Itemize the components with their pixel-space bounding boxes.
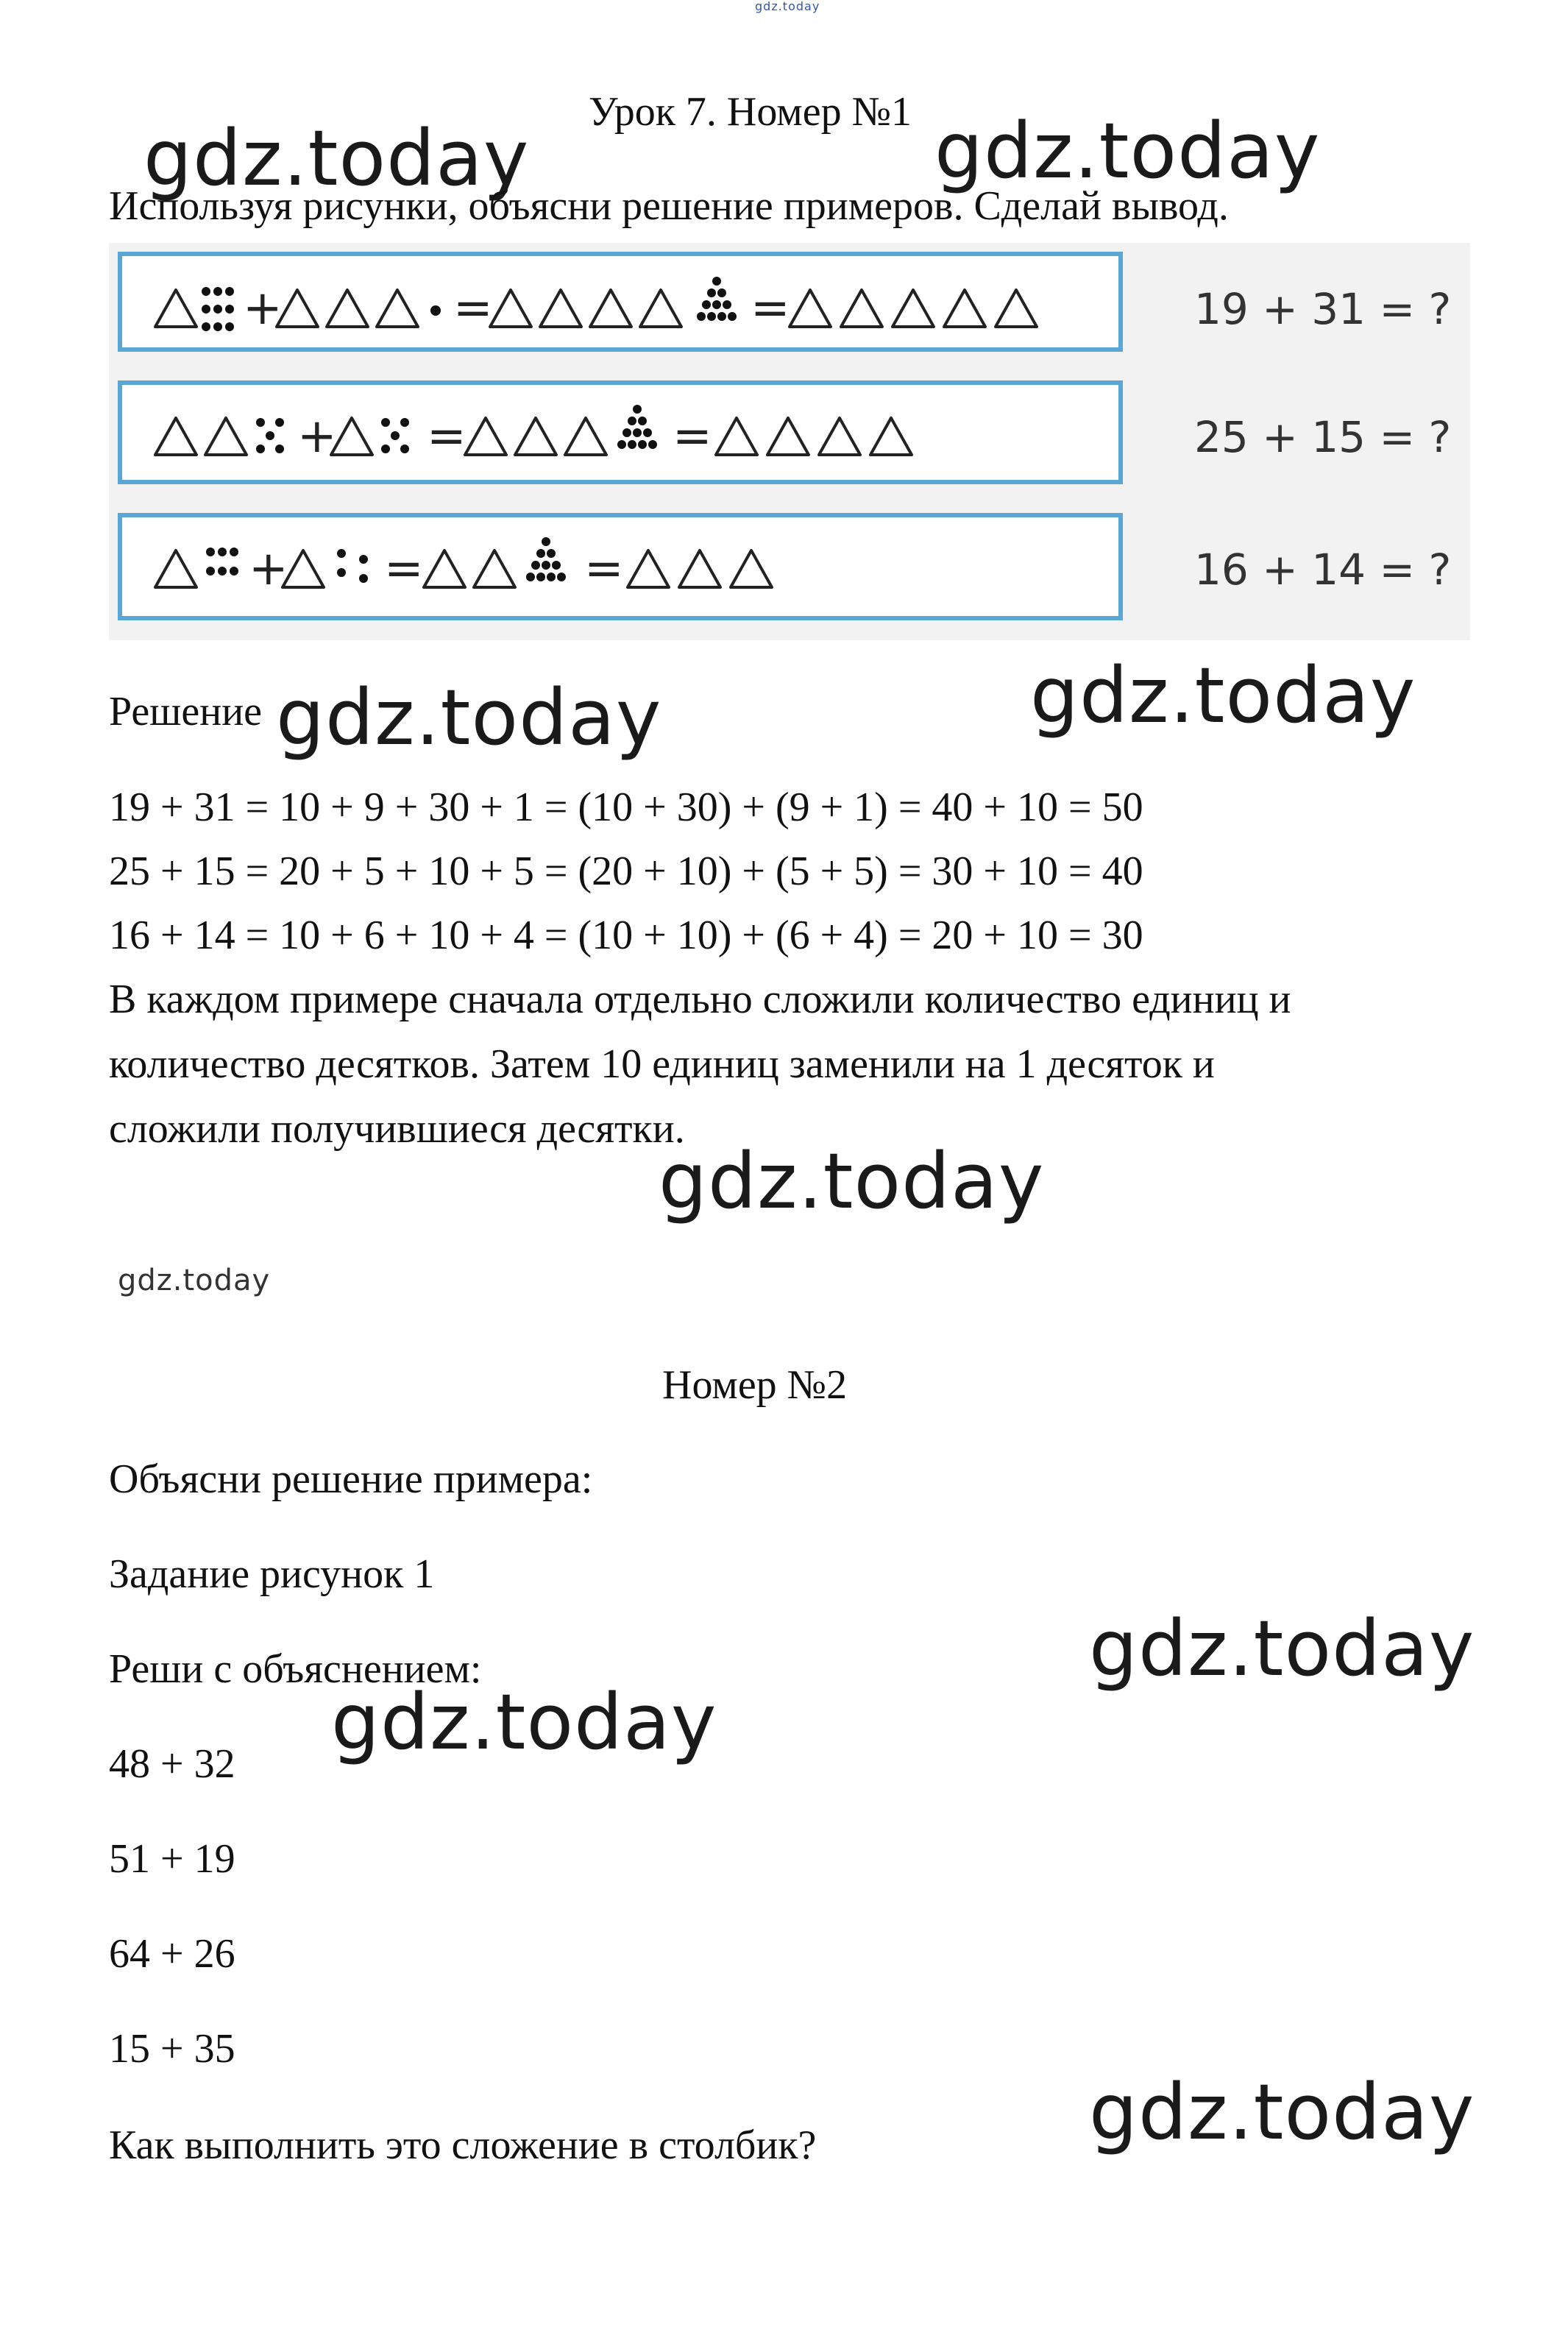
equals-sign: = [384, 542, 424, 596]
task2-solve-prompt: Реши с объяснением: [109, 1646, 482, 1692]
plus-sign: + [297, 409, 337, 464]
dot-1-icon [430, 305, 441, 316]
counting-figure [109, 243, 1470, 640]
example-item: 15 + 35 [109, 2026, 235, 2072]
conclusion-line: количество десятков. Затем 10 единиц заменили на 1 десяток и [109, 1041, 1215, 1087]
solution-line: 25 + 15 = 20 + 5 + 10 + 5 = (20 + 10) + (5 + 5) = 30 + 10 = 40 [109, 849, 1143, 894]
task2-prompt: Объясни решение примера: [109, 1456, 593, 1502]
watermark: gdz.today [1089, 2067, 1475, 2157]
example-item: 51 + 19 [109, 1836, 235, 1882]
solution-line: 16 + 14 = 10 + 6 + 10 + 4 = (10 + 10) + (6 + 4) = 20 + 10 = 30 [109, 913, 1143, 958]
equals-sign: = [427, 409, 467, 464]
figure-expression: 19 + 31 = ? [1194, 284, 1452, 334]
equals-sign: = [673, 409, 712, 464]
example-item: 48 + 32 [109, 1741, 235, 1787]
watermark: gdz.today [1030, 651, 1416, 740]
solution-line: 19 + 31 = 10 + 9 + 30 + 1 = (10 + 30) + (9 + 1) = 40 + 10 = 50 [109, 784, 1143, 830]
task2-title: Номер №2 [662, 1362, 848, 1408]
solution-label: Решение [109, 689, 263, 734]
watermark: gdz.today [276, 673, 662, 762]
lesson-title: Урок 7. Номер №1 [589, 89, 912, 135]
watermark-top: gdz.today [755, 0, 820, 13]
task2-picture-note: Задание рисунок 1 [109, 1551, 435, 1597]
plus-sign: + [243, 281, 283, 336]
task2-question: Как выполнить это сложение в столбик? [109, 2122, 817, 2168]
task1-instruction: Используя рисунки, объясни решение примеров. Сделай вывод. [109, 183, 1229, 229]
figure-expression: 16 + 14 = ? [1194, 545, 1452, 595]
conclusion-line: сложили получившиеся десятки. [109, 1106, 685, 1152]
watermark: gdz.today [1089, 1604, 1475, 1693]
example-item: 64 + 26 [109, 1931, 235, 1977]
equals-sign: = [584, 542, 624, 596]
watermark: gdz.today [934, 106, 1321, 196]
watermark: gdz.today [331, 1677, 717, 1767]
figure-expression: 25 + 15 = ? [1194, 412, 1452, 462]
plus-sign: + [249, 542, 288, 596]
dots-9-icon [202, 287, 234, 331]
watermark: gdz.today [143, 113, 530, 203]
watermark-small: gdz.today [118, 1264, 271, 1297]
equals-sign: = [751, 281, 790, 336]
watermark: gdz.today [659, 1136, 1045, 1226]
conclusion-line: В каждом примере сначала отдельно сложили количество единиц и [109, 977, 1291, 1022]
equals-sign: = [453, 281, 493, 336]
